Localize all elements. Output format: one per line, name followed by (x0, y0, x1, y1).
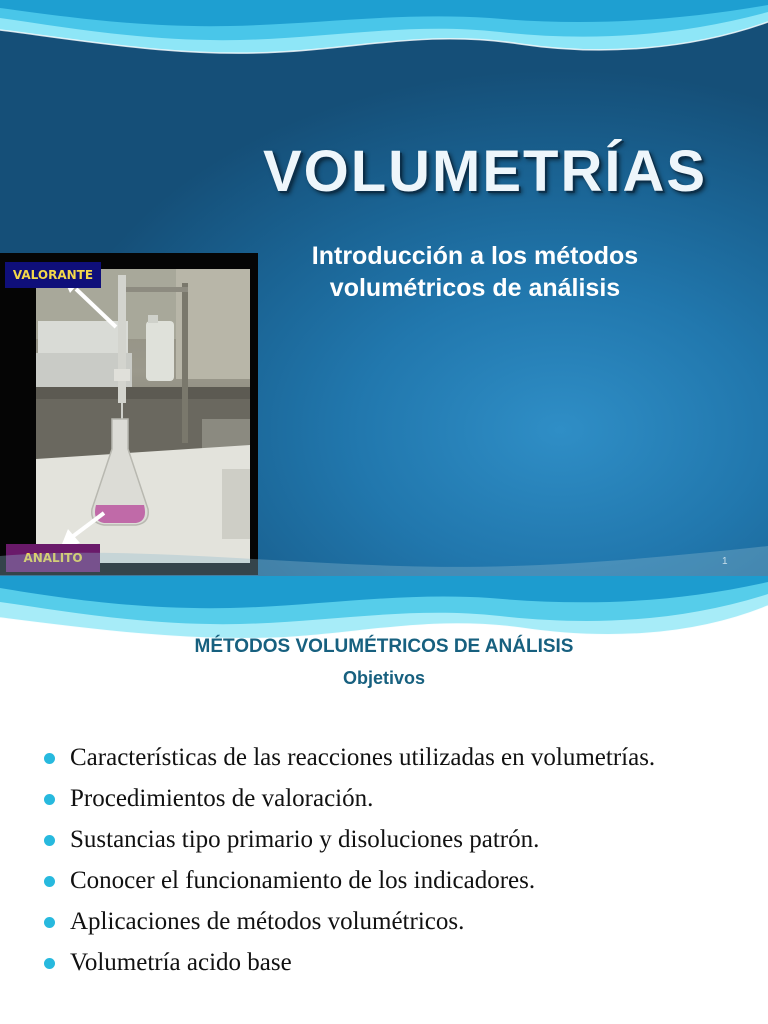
list-item-text: Conocer el funcionamiento de los indicadores. (70, 867, 536, 894)
slide-subtitle (250, 240, 700, 304)
bottom-wave-decoration (0, 516, 768, 576)
slide-number: 1 (722, 556, 728, 567)
list-item (42, 906, 682, 938)
bullet-icon (44, 753, 55, 764)
bullet-icon (44, 835, 55, 846)
analito-label: ANALITO (6, 544, 100, 572)
slide2-heading: MÉTODOS VOLUMÉTRICOS DE ANÁLISIS (194, 636, 574, 657)
list-item-text: Volumetría acido base (70, 949, 292, 976)
list-item (42, 865, 682, 897)
subtitle-line-1: Introducción a los métodos (311, 242, 639, 270)
objectives-slide (0, 576, 768, 1024)
bullet-icon (44, 958, 55, 969)
list-item-text: Aplicaciones de métodos volumétricos. (70, 908, 465, 935)
objectives-list (42, 742, 682, 988)
valorante-label: VALORANTE (5, 262, 101, 288)
bullet-icon (44, 917, 55, 928)
slide-title: VOLUMETRÍAS (262, 139, 708, 204)
list-item (42, 783, 682, 815)
list-item (42, 824, 682, 856)
list-item-text: Sustancias tipo primario y disoluciones patrón. (70, 826, 540, 853)
list-item (42, 742, 682, 774)
subtitle-line-2: volumétricos de análisis (329, 274, 621, 302)
bullet-icon (44, 876, 55, 887)
list-item-text: Características de las reacciones utilizadas en volumetrías. (70, 744, 656, 771)
top-wave-decoration (0, 0, 768, 90)
list-item-text: Procedimientos de valoración. (70, 785, 374, 812)
list-item (42, 947, 682, 979)
bullet-icon (44, 794, 55, 805)
slide2-subheading: Objetivos (342, 668, 426, 688)
